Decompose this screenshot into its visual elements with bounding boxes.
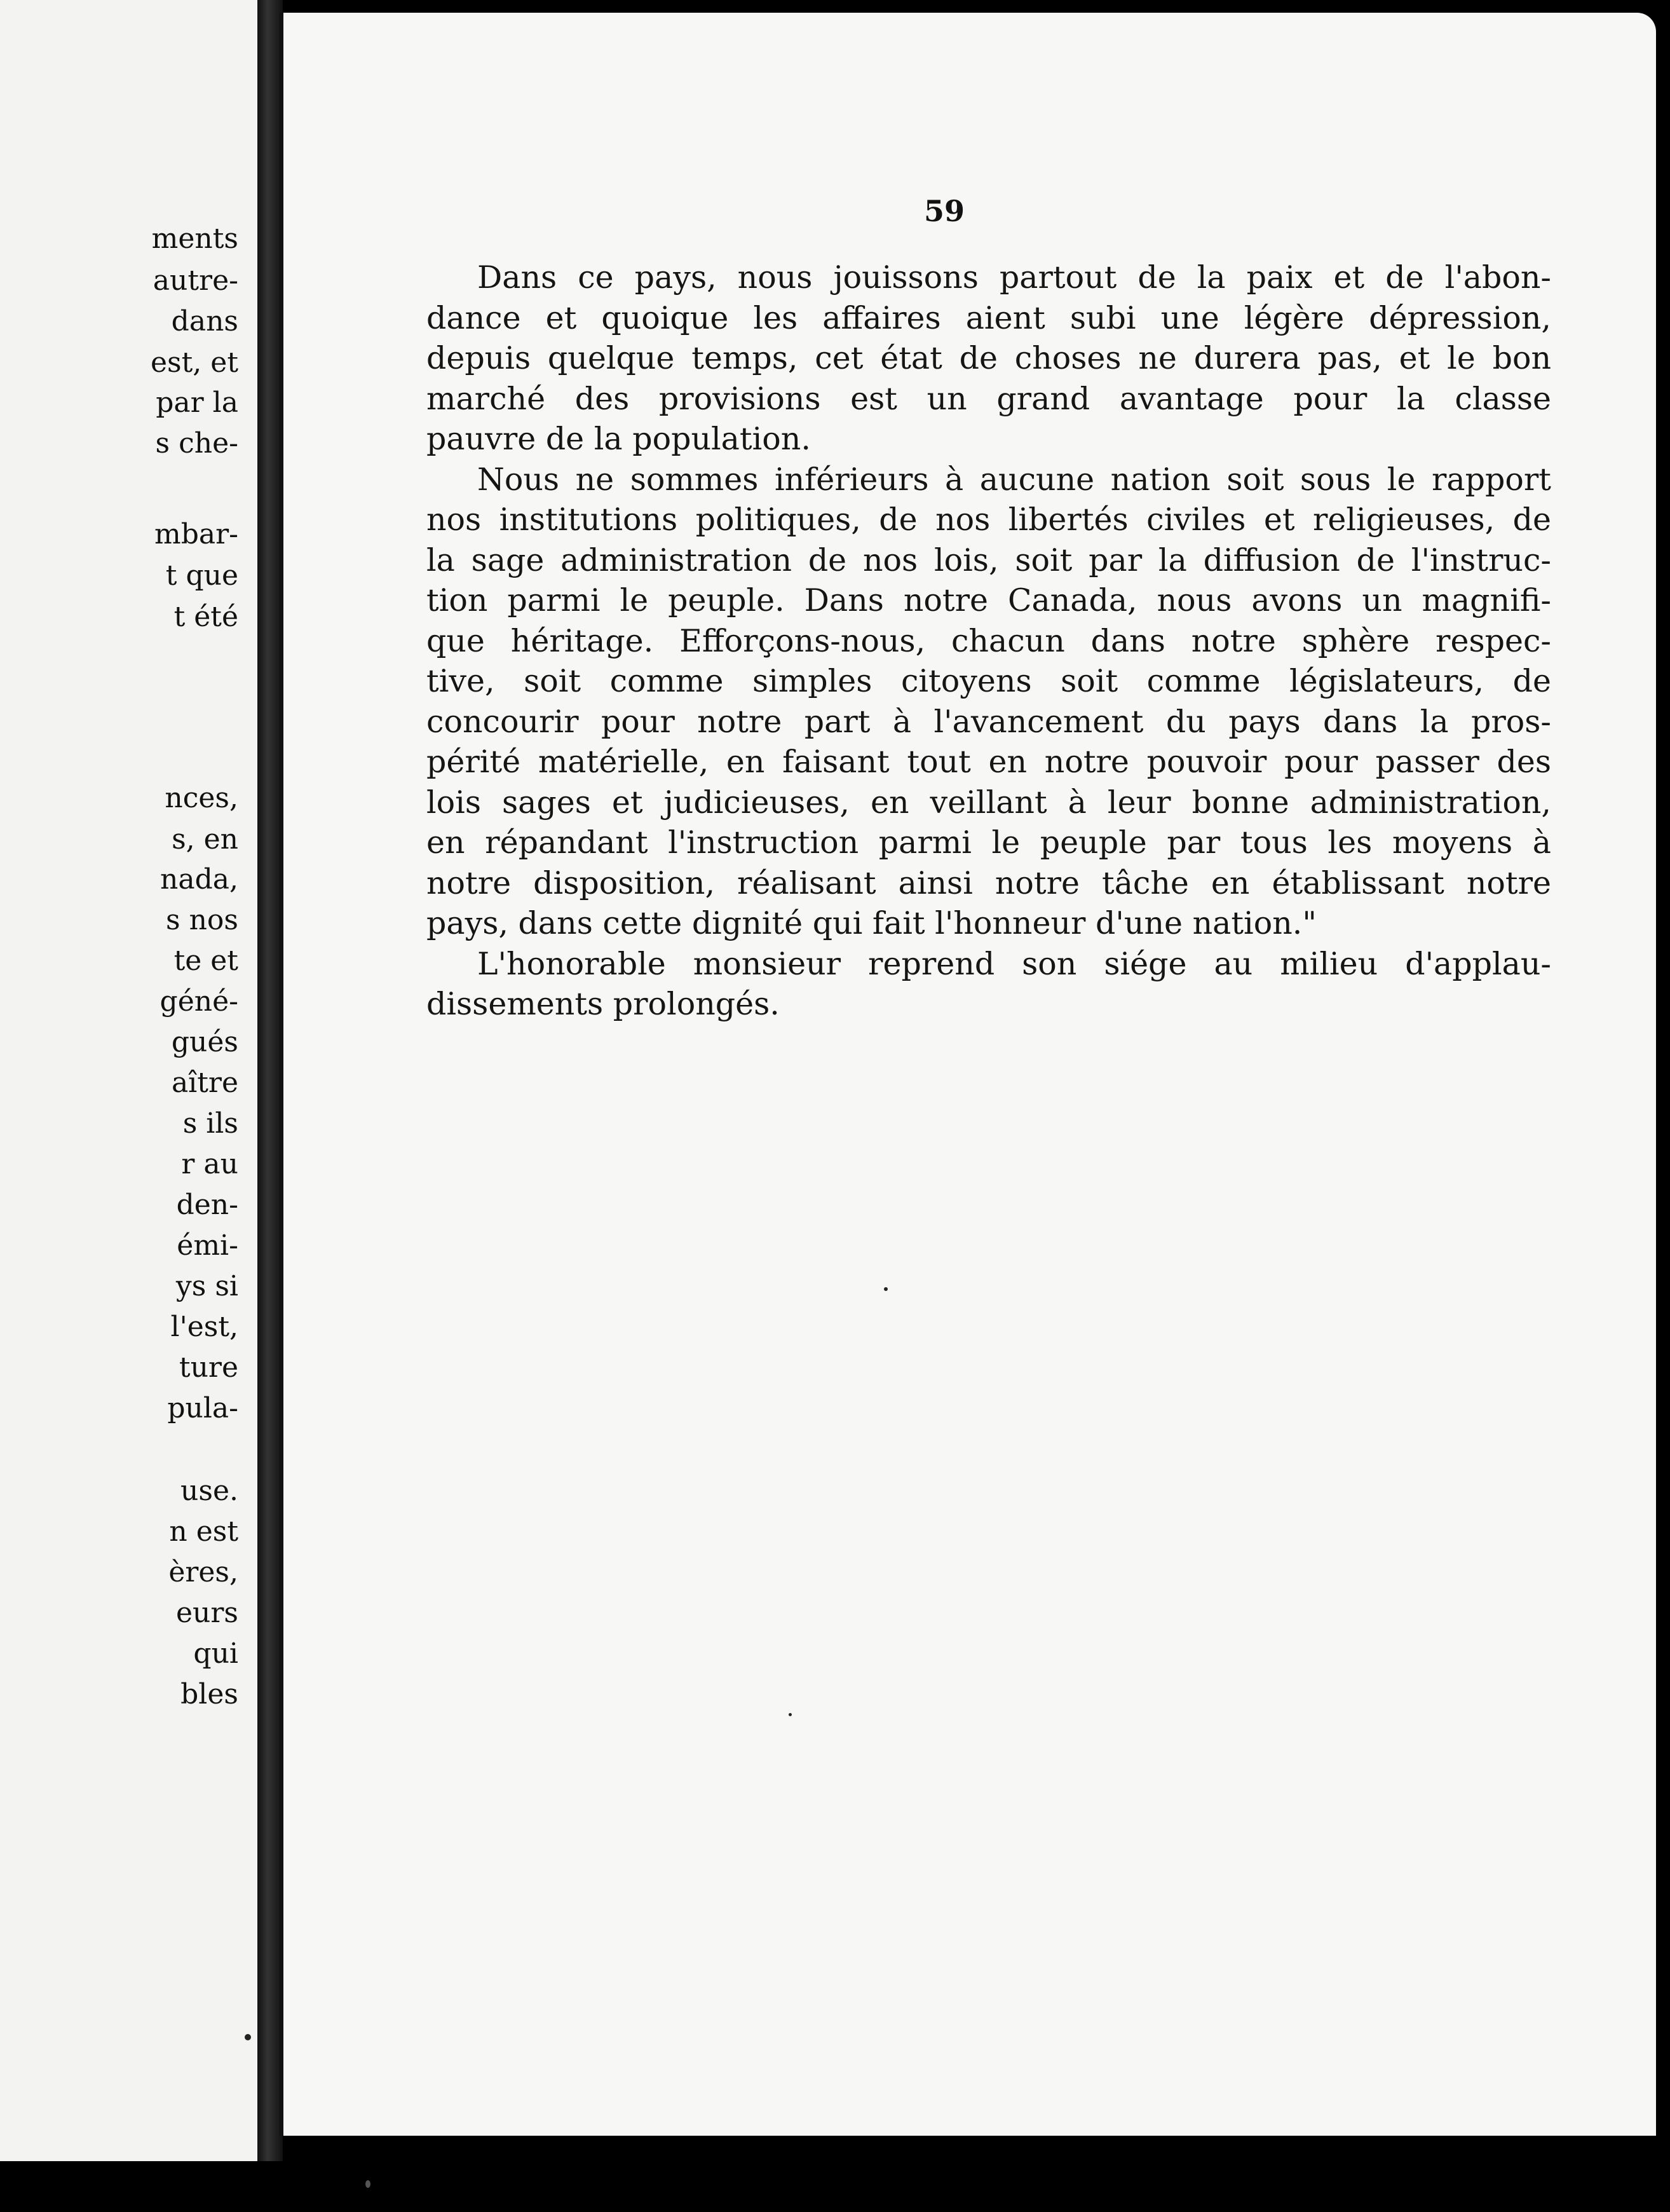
prev-line: pula- [167, 1392, 238, 1424]
text-line: concourir pour notre part à l'avancement du pays dans la pros- [426, 703, 1551, 740]
prev-line: s che- [155, 427, 238, 460]
prev-line: eurs [176, 1597, 238, 1629]
prev-line: s, en [172, 823, 238, 856]
text-line: la sage administration de nos lois, soit par la diffusion de l'instruc- [426, 542, 1551, 578]
prev-line: bles [180, 1678, 238, 1710]
text-line: en répandant l'instruction parmi le peuple par tous les moyens à [426, 824, 1551, 861]
prev-line: géné- [160, 985, 238, 1018]
text-line: pauvre de la population. [426, 421, 811, 457]
prev-line: t été [173, 601, 238, 633]
paragraph [426, 460, 1551, 944]
prev-line: dans [171, 305, 238, 338]
prev-line: ys si [175, 1270, 238, 1302]
prev-line: den- [176, 1189, 238, 1221]
text-line: que héritage. Efforçons-nous, chacun dans notre sphère respec- [426, 622, 1551, 659]
prev-line: aître [171, 1067, 238, 1099]
text-line: notre disposition, réalisant ainsi notre tâche en établissant notre [426, 864, 1551, 901]
prev-line: autre- [153, 264, 238, 297]
text-line: tive, soit comme simples citoyens soit comme législateurs, de [426, 663, 1551, 699]
text-line: Nous ne sommes inférieurs à aucune nation soit sous le rapport [477, 461, 1551, 498]
prev-line: l'est, [170, 1311, 238, 1343]
text-line: périté matérielle, en faisant tout en notre pouvoir pour passer des [426, 744, 1551, 780]
prev-line: nces, [165, 782, 238, 814]
text-line: marché des provisions est un grand avantage pour la classe [426, 380, 1551, 417]
prev-line: n est [169, 1515, 238, 1548]
page-gutter [257, 0, 283, 2161]
paragraph [426, 257, 1551, 460]
prev-line: ments [151, 222, 238, 255]
prev-line: est, et [151, 346, 238, 379]
speck [789, 1713, 792, 1716]
speck [365, 2180, 370, 2188]
prev-line: mbar- [154, 518, 238, 550]
prev-line: ture [179, 1351, 238, 1384]
paragraph [426, 944, 1551, 1025]
body-text [426, 257, 1551, 1025]
prev-line: gués [171, 1026, 238, 1058]
prev-line: émi- [177, 1229, 238, 1262]
text-line: depuis quelque temps, cet état de choses ne durera pas, et le bon [426, 340, 1551, 376]
prev-line: par la [156, 386, 238, 419]
prev-line: te et [173, 945, 238, 977]
book-page [280, 13, 1656, 2136]
text-line: lois sages et judicieuses, en veillant à leur bonne administration, [426, 784, 1551, 821]
prev-line: r au [181, 1148, 238, 1180]
prev-line: s ils [182, 1107, 238, 1140]
prev-line: use. [180, 1475, 238, 1507]
page-number: 59 [923, 194, 965, 228]
text-line: L'honorable monsieur reprend son siége au milieu d'applau- [477, 945, 1551, 982]
text-line: dissements prolongés. [426, 986, 780, 1022]
speck [884, 1287, 888, 1291]
text-line: dance et quoique les affaires aient subi une légère dépression, [426, 299, 1551, 336]
previous-page-fragment [0, 0, 261, 2161]
text-line: nos institutions politiques, de nos libertés civiles et religieuses, de [426, 502, 1551, 538]
text-line: pays, dans cette dignité qui fait l'honneur d'une nation." [426, 905, 1317, 941]
prev-line: nada, [160, 863, 238, 896]
text-line: Dans ce pays, nous jouissons partout de la paix et de l'abon- [477, 259, 1551, 296]
speck [245, 2034, 251, 2040]
prev-line: qui [193, 1637, 238, 1670]
prev-line: t que [165, 559, 238, 592]
prev-line: s nos [166, 904, 238, 936]
prev-line: ères, [168, 1556, 238, 1588]
text-line: tion parmi le peuple. Dans notre Canada, nous avons un magnifi- [426, 582, 1551, 618]
